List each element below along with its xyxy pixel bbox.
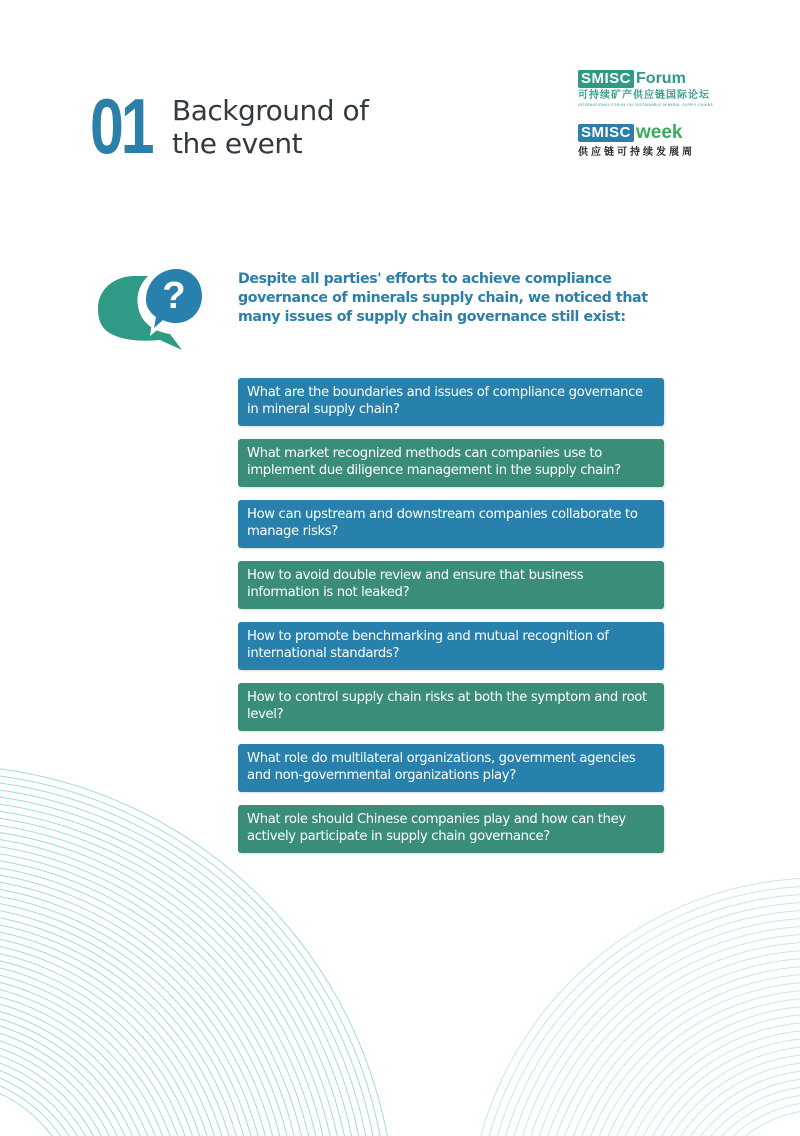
section-title-line-2: the event	[172, 127, 303, 160]
forum-logo-suffix: Forum	[636, 70, 686, 87]
intro-text: Despite all parties' efforts to achieve compliance governance of minerals supply chain, we noticed that many issues of supply chain governance still exist:	[238, 271, 648, 325]
section-title-line-1: Background of	[172, 94, 369, 127]
question-item-2: What market recognized methods can companies use to implement due diligence management in the supply chain?	[238, 439, 664, 487]
question-item-3: How can upstream and downstream companies collaborate to manage risks?	[238, 500, 664, 548]
week-logo-chinese: 供应链可持续发展周	[578, 147, 695, 158]
week-logo-box: SMISC	[578, 124, 634, 142]
question-speech-bubble-icon	[90, 260, 208, 352]
forum-logo-english: INTERNATIONAL FORUM ON SUSTAINABLE MINERAL SUPPLY CHAINS	[578, 103, 714, 107]
question-item-7: What role do multilateral organizations, government agencies and non-governmental organizations play?	[238, 744, 664, 792]
section-title	[172, 94, 368, 160]
week-logo-suffix: week	[636, 122, 683, 143]
question-item-8: What role should Chinese companies play and how can they actively participate in supply chain governance?	[238, 805, 664, 853]
question-item-5: How to promote benchmarking and mutual recognition of international standards?	[238, 622, 664, 670]
event-logos	[578, 68, 718, 160]
svg-text:?: ?	[162, 275, 186, 317]
smisc-week-logo	[578, 122, 718, 160]
question-item-6: How to control supply chain risks at both the symptom and root level?	[238, 683, 664, 731]
smisc-forum-logo	[578, 68, 718, 108]
question-list	[238, 378, 664, 866]
question-item-1: What are the boundaries and issues of compliance governance in mineral supply chain?	[238, 378, 664, 426]
question-item-4: How to avoid double review and ensure that business information is not leaked?	[238, 561, 664, 609]
forum-logo-box: SMISC	[578, 70, 634, 88]
section-number: 01	[90, 82, 152, 170]
forum-logo-chinese: 可持续矿产供应链国际论坛	[578, 90, 710, 101]
